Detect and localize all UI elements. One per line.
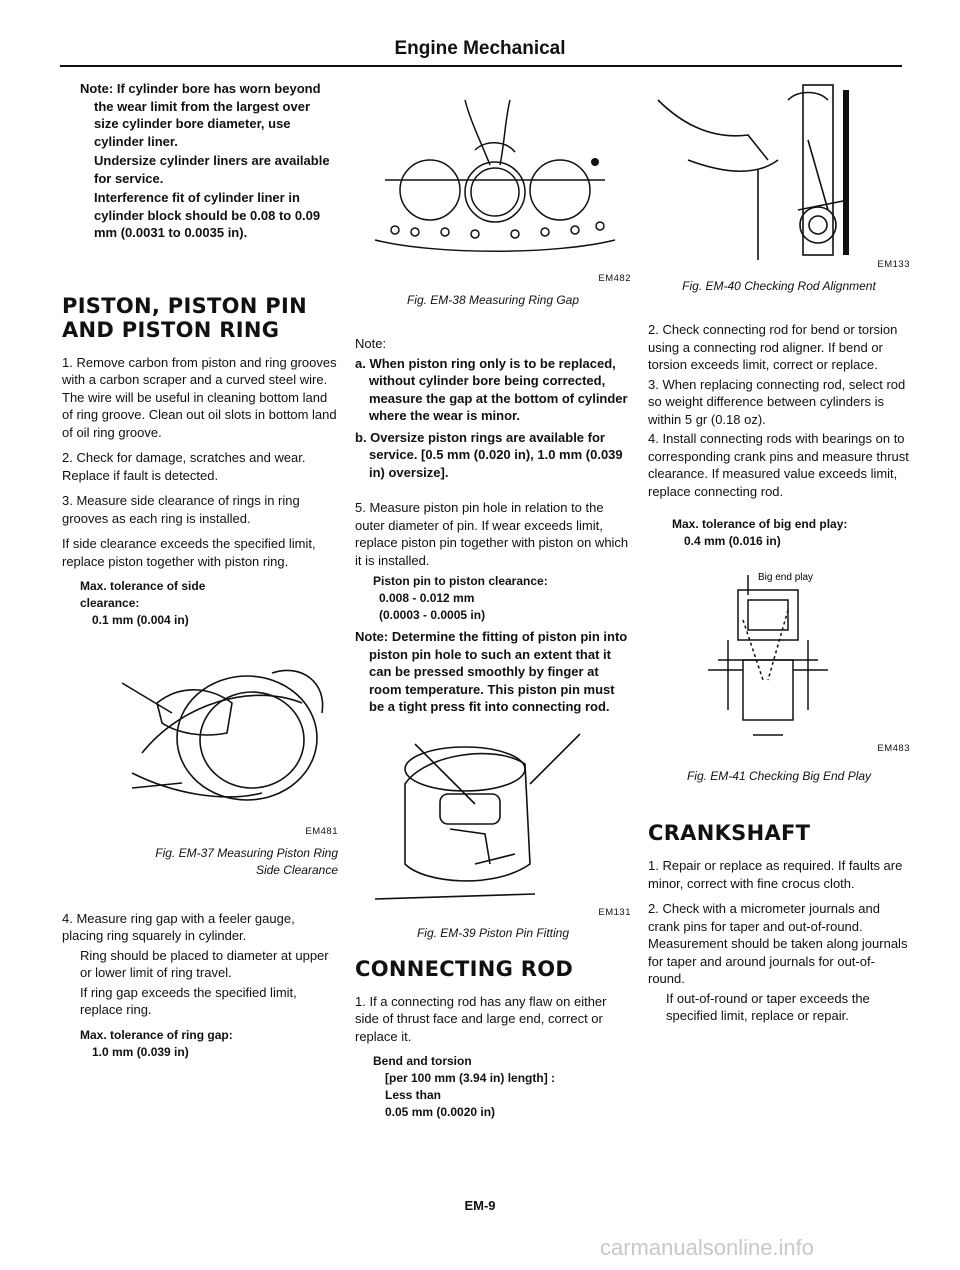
rod-step-2: 2. Check connecting rod for bend or torsion using a connecting rod aligner. If bend or torsion exceeds limit, correct or replace. [648, 322, 898, 372]
figure-em-41 [648, 560, 910, 785]
spec-big-end-play [648, 516, 910, 550]
spec-pin-value-in: (0.0003 - 0.0005 in) [379, 608, 486, 622]
spec-big-end-value: 0.4 mm (0.016 in) [684, 534, 781, 548]
column-2 [355, 80, 631, 1129]
spec-big-end-label: Max. tolerance of big end play: [672, 517, 848, 531]
piston-pin-fitting-illustration [355, 724, 631, 904]
watermark: carmanualsonline.info [600, 1235, 815, 1260]
note-pin-fit: Note: Determine the fitting of piston pin into piston pin hole to such an extent that it can be pressed smoothly by finger at room temperature. This piston pin must be a tight press fit into connecting rod. [355, 629, 628, 714]
piston-step-1: 1. Remove carbon from piston and ring grooves with a carbon scraper and a curved steel wire. The wire will be useful in cleaning bottom land of ring groove. Clean out oil slots in bottom land of oil ring groove. [62, 354, 337, 440]
spec-bend-length: [per 100 mm (3.94 in) length] : [385, 1071, 556, 1085]
ring-gap-paragraph-1: Ring should be placed to diameter at upper or lower limit of ring travel. [80, 947, 329, 980]
section-heading-crankshaft: CRANKSHAFT [648, 821, 811, 845]
rod-step-4: 4. Install connecting rods with bearings on to corresponding crank pins and measure thrust clearance. If measured value exceeds limit, replace connecting rod. [648, 431, 909, 499]
rod-alignment-illustration [648, 80, 910, 270]
spec-pin-label: Piston pin to piston clearance: [373, 574, 548, 588]
figure-em-38 [355, 80, 631, 309]
caption-line-2: Side Clearance [255, 863, 338, 877]
big-end-play-label: Big end play [758, 572, 814, 583]
piston-step-4: 4. Measure ring gap with a feeler gauge, placing ring squarely in cylinder. [62, 910, 295, 943]
spec-ring-gap-label: Max. tolerance of ring gap: [80, 1027, 233, 1042]
figure-code-em131: EM131 [598, 906, 631, 918]
note-label: Note: [355, 336, 387, 351]
note-line-3: Interference fit of cylinder liner in cylinder block should be 0.08 to 0.09 mm (0.0031 to 0.0035 in). [94, 190, 321, 240]
crank-step-2: 2. Check with a micrometer journals and crank pins for taper and out-of-round. Measurement should be taken along journals for taper and around journals for out-of-round. [648, 901, 908, 986]
page-header: Engine Mechanical [394, 38, 566, 59]
figure-em-40 [648, 80, 910, 295]
rod-step-3: 3. When replacing connecting rod, select rod so weight difference between cylinders is within 5 gr (0.18 oz). [648, 376, 906, 427]
ring-gap-paragraph-2: If ring gap exceeds the specified limit, replace ring. [80, 984, 297, 1017]
figure-em-37 [62, 643, 338, 880]
note-a: a. When piston ring only is to be replaced, without cylinder bore being corrected, measure the gap at the bottom of cylinder where the wear is minor. [355, 355, 628, 423]
figure-caption-em-37 [62, 845, 338, 880]
piston-step-5: 5. Measure piston pin hole in relation to the outer diameter of pin. If wear exceeds limit, replace piston pin together with piston on which it is installed. [355, 500, 629, 568]
spec-pin-clearance [355, 573, 631, 624]
header-rule [60, 65, 902, 67]
figure-code-em481: EM481 [305, 826, 338, 837]
note-b: b. Oversize piston rings are available for service. [0.5 mm (0.020 in), 1.0 mm (0.039 in) oversize]. [355, 429, 623, 480]
spec-side-label-1: Max. tolerance of side [80, 579, 206, 593]
figure-code-em133: EM133 [877, 259, 910, 270]
spec-side-label-2: clearance: [80, 596, 140, 610]
rod-steps [648, 321, 910, 500]
spec-pin-value-mm: 0.008 - 0.012 mm [379, 591, 475, 605]
spec-ring-gap [62, 1027, 338, 1061]
ring-notes [355, 335, 631, 481]
spec-bend-value: 0.05 mm (0.0020 in) [385, 1105, 496, 1119]
piston-step-2: 2. Check for damage, scratches and wear. Replace if fault is detected. [62, 450, 306, 483]
piston-step-3: 3. Measure side clearance of rings in ring grooves as each ring is installed. [62, 493, 300, 526]
spec-bend-torsion [355, 1053, 631, 1121]
cylinder-liner-note [62, 80, 338, 242]
note-line-2: Undersize cylinder liners are available for service. [94, 153, 330, 186]
crank-out-of-round: If out-of-round or taper exceeds the specified limit, replace or repair. [666, 990, 870, 1023]
spec-side-clearance [62, 578, 338, 629]
ring-gap-illustration [355, 80, 631, 270]
section-heading-piston: PISTON, PISTON PIN AND PISTON RING [62, 293, 307, 342]
side-clearance-paragraph: If side clearance exceeds the specified limit, replace piston together with piston ring. [62, 536, 316, 569]
page-number: EM-9 [464, 1198, 496, 1213]
spec-ring-gap-value: 1.0 mm (0.039 in) [92, 1044, 189, 1059]
ring-gap-section [62, 910, 338, 1061]
section-heading-connecting-rod: CONNECTING ROD [355, 956, 574, 981]
rod-step-1: 1. If a connecting rod has any flaw on either side of thrust face and large end, correct or replace it. [355, 993, 607, 1044]
piston-ring-side-clearance-illustration [62, 643, 338, 823]
figure-caption-em-39: Fig. EM-39 Piston Pin Fitting [416, 926, 570, 940]
figure-code-em483: EM483 [877, 743, 910, 754]
column-1 [62, 80, 338, 1069]
spec-side-value: 0.1 mm (0.004 in) [92, 613, 189, 627]
figure-code-em482: EM482 [598, 273, 631, 284]
big-end-play-illustration [648, 560, 910, 740]
column-3 [648, 80, 910, 1033]
crank-step-1: 1. Repair or replace as required. If faults are minor, correct with fine crocus cloth. [648, 858, 903, 891]
note-line-1: Note: If cylinder bore has worn beyond the wear limit from the largest over size cylinder bore diameter, use cylinder liner. [80, 81, 321, 149]
spec-bend-label: Bend and torsion [373, 1054, 472, 1068]
figure-em-39 [355, 724, 631, 943]
figure-caption-em-41: Fig. EM-41 Checking Big End Play [686, 768, 872, 783]
figure-caption-em-38: Fig. EM-38 Measuring Ring Gap [406, 292, 580, 307]
figure-caption-em-40: Fig. EM-40 Checking Rod Alignment [682, 278, 876, 293]
caption-line-1: Fig. EM-37 Measuring Piston Ring [155, 845, 338, 860]
spec-bend-less: Less than [385, 1088, 442, 1102]
